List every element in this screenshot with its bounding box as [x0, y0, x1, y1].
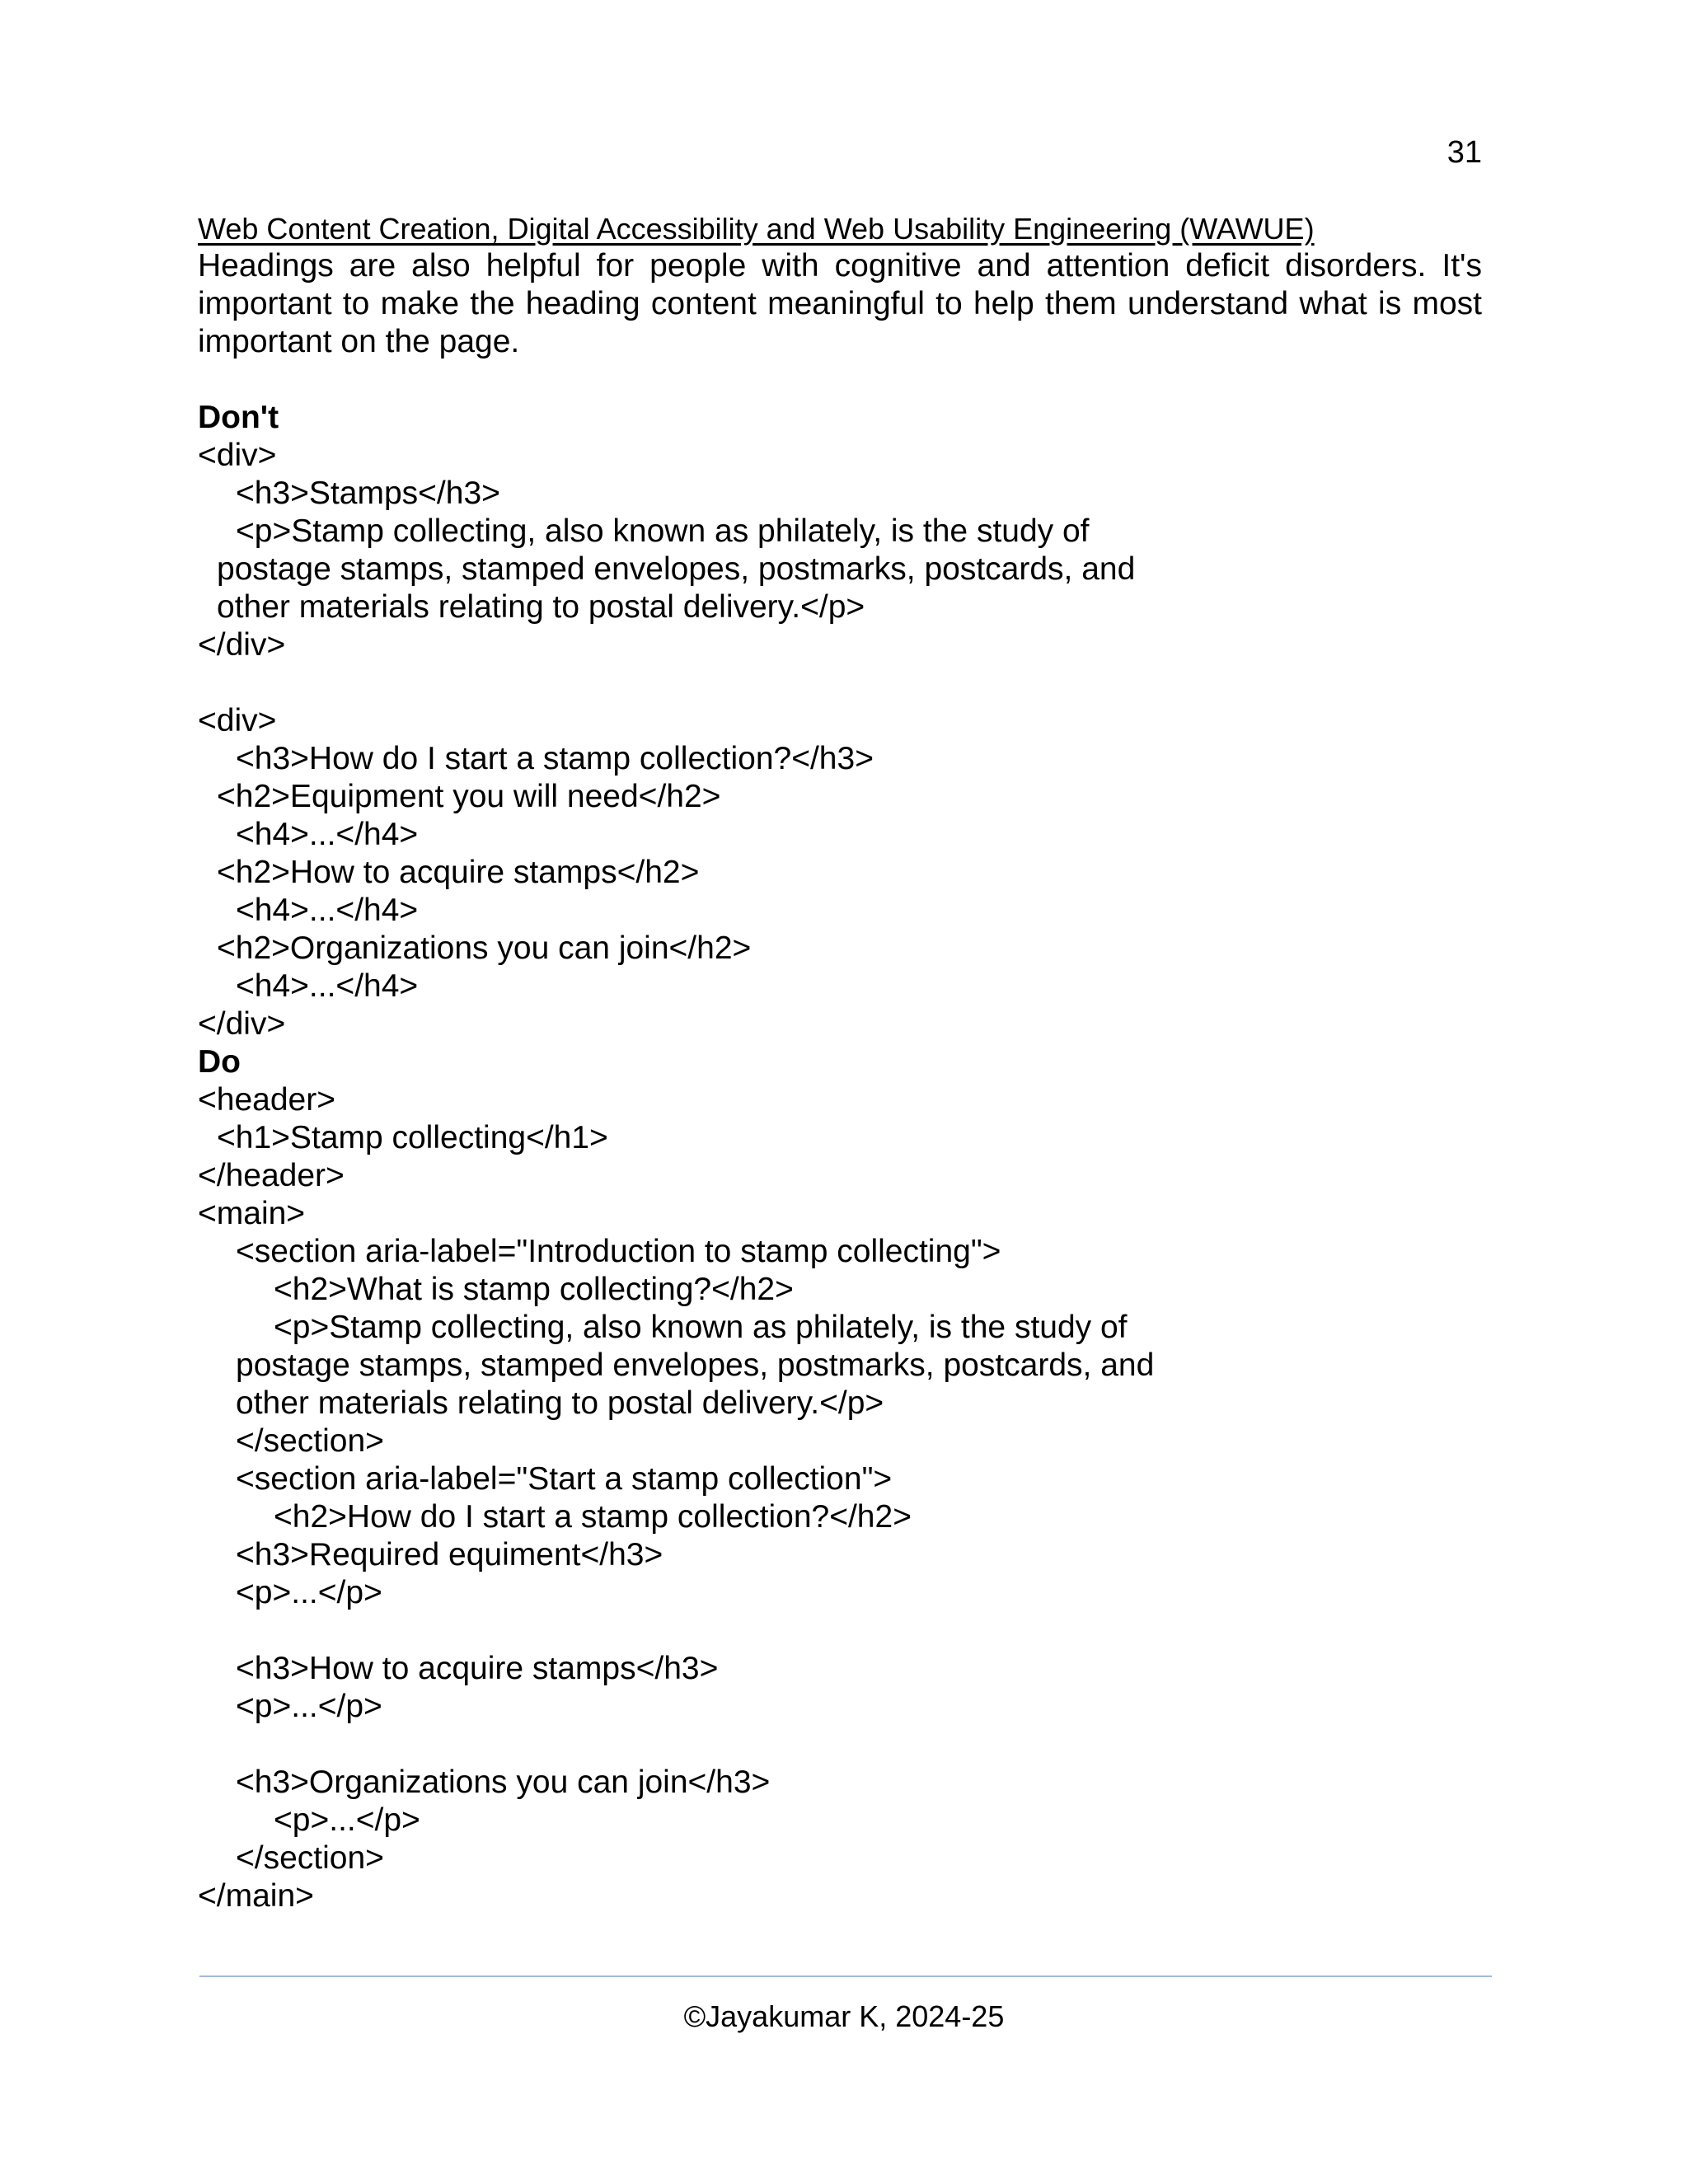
- code-line: <h4>...</h4>: [236, 817, 419, 852]
- code-line: </section>: [236, 1840, 384, 1876]
- code-line: <div>: [198, 438, 277, 473]
- code-line: <h3>Organizations you can join</h3>: [236, 1765, 771, 1800]
- code-line: <h1>Stamp collecting</h1>: [217, 1120, 608, 1155]
- code-line: <p>Stamp collecting, also known as philately, is the study of: [236, 513, 1090, 549]
- code-line: <h2>What is stamp collecting?</h2>: [274, 1272, 794, 1307]
- code-line: <section aria-label="Start a stamp collection">: [236, 1461, 893, 1497]
- section-label: Do: [198, 1044, 241, 1080]
- page-number: 31: [1447, 135, 1482, 170]
- code-line: [198, 1612, 1484, 1650]
- code-line: </section>: [236, 1423, 384, 1459]
- code-line: <p>Stamp collecting, also known as philately, is the study of: [274, 1310, 1128, 1345]
- code-line: <h3>How to acquire stamps</h3>: [236, 1651, 719, 1686]
- code-line: </div>: [198, 1006, 286, 1042]
- code-line: other materials relating to postal delivery.</p>: [236, 1385, 884, 1421]
- code-line: [198, 1726, 1484, 1764]
- code-line: other materials relating to postal delivery.</p>: [217, 589, 865, 625]
- code-line: <h3>Stamps</h3>: [236, 476, 500, 511]
- code-line: <p>...</p>: [236, 1689, 382, 1724]
- code-line: <div>: [198, 703, 277, 738]
- code-line: <h3>How do I start a stamp collection?</h3>: [236, 741, 874, 776]
- code-line: [198, 664, 1484, 702]
- code-line: <p>...</p>: [236, 1575, 382, 1610]
- code-line: <h4>...</h4>: [236, 968, 419, 1004]
- code-line: <header>: [198, 1082, 335, 1118]
- code-line: <h2>How to acquire stamps</h2>: [217, 855, 700, 890]
- code-line: postage stamps, stamped envelopes, postmarks, postcards, and: [236, 1347, 1155, 1383]
- code-example-block: [198, 399, 1484, 1915]
- code-line: <h3>Required equiment</h3>: [236, 1537, 663, 1572]
- code-line: <section aria-label="Introduction to stamp collecting">: [236, 1234, 1001, 1269]
- code-line: <h2>How do I start a stamp collection?</h2>: [274, 1499, 912, 1535]
- footer-divider: [199, 1975, 1492, 1977]
- code-line: postage stamps, stamped envelopes, postmarks, postcards, and: [217, 551, 1136, 587]
- code-line: <main>: [198, 1196, 306, 1231]
- code-line: </main>: [198, 1878, 314, 1914]
- code-line: <p>...</p>: [274, 1802, 420, 1838]
- code-line: <h2>Organizations you can join</h2>: [217, 930, 752, 966]
- code-line: <h4>...</h4>: [236, 893, 419, 928]
- code-line: </div>: [198, 627, 286, 663]
- footer-copyright: ©Jayakumar K, 2024-25: [683, 1999, 1005, 2033]
- code-line: <h2>Equipment you will need</h2>: [217, 779, 721, 814]
- intro-paragraph: Headings are also helpful for people with cognitive and attention deficit disorders. It's important to make the heading content meaningful to help them understand what is most important on the page.: [198, 248, 1482, 359]
- code-line: </header>: [198, 1158, 345, 1193]
- section-label: Don't: [198, 400, 279, 435]
- running-header: Web Content Creation, Digital Accessibility and Web Usability Engineering (WAWUE): [198, 212, 1315, 246]
